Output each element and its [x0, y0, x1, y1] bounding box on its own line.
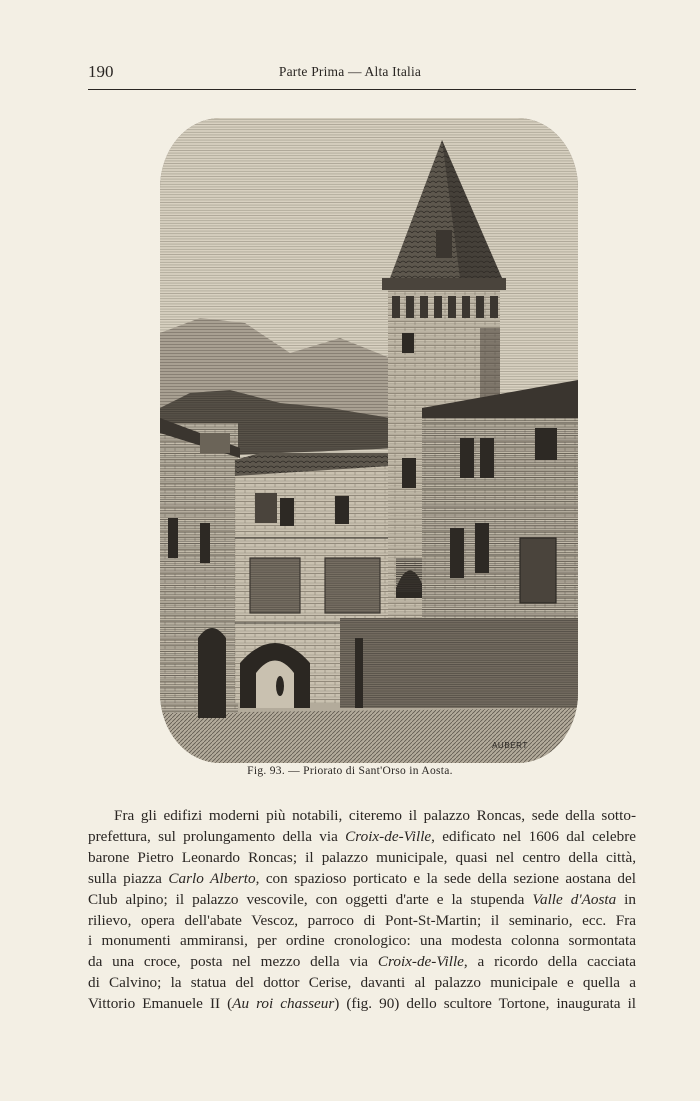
body-paragraph: [88, 806, 636, 1015]
italic-term: Valle d'Aosta: [532, 890, 617, 908]
text-line: sulla piazza Carlo Alberto, con spazioso porticato e la sede della sezione aostana del: [88, 869, 636, 887]
text-line: Club alpino; il palazzo vescovile, con oggetti d'arte e la stupenda Valle d'Aosta in: [88, 890, 636, 908]
text-line: da una croce, posta nel mezzo della via Croix-de-Ville, a ricordo della cacciata: [88, 953, 637, 971]
engraver-signature: AUBERT: [492, 741, 528, 750]
text-line: prefettura, sul prolungamento della via Croix-de-Ville, edificato nel 1606 dal celebre: [88, 827, 636, 845]
running-head: Parte Prima — Alta Italia: [278, 64, 422, 79]
figure-caption: Fig. 93. — Priorato di Sant'Orso in Aosta.: [247, 765, 453, 777]
italic-term: Carlo Alberto: [168, 869, 256, 887]
italic-term: Au roi chasseur: [232, 995, 335, 1013]
text-line: di Calvino; la statua del dottor Cerise, davanti al palazzo municipale e quella a: [88, 974, 636, 992]
engraving-illustration: [160, 118, 578, 763]
italic-term: Croix-de-Ville: [345, 827, 432, 845]
text-line: barone Pietro Leonardo Roncas; il palazzo municipale, quasi nel centro della città,: [88, 848, 636, 866]
header-rule: [88, 89, 636, 90]
page-number: 190: [88, 62, 114, 81]
text-line: Vittorio Emanuele II (Au roi chasseur) (fig. 90) dello scultore Tortone, inaugurata il: [88, 995, 637, 1013]
text-line: rilievo, opera dell'abate Vescoz, parroco di Pont-St-Martin; il seminario, ecc. Fra: [88, 911, 636, 929]
italic-term: Croix-de-Ville: [377, 953, 464, 971]
text-line: i monumenti ammiransi, per ordine cronologico: una modesta colonna sormontata: [88, 932, 636, 950]
text-line: Fra gli edifizi moderni più notabili, citeremo il palazzo Roncas, sede della sotto-: [114, 807, 636, 824]
